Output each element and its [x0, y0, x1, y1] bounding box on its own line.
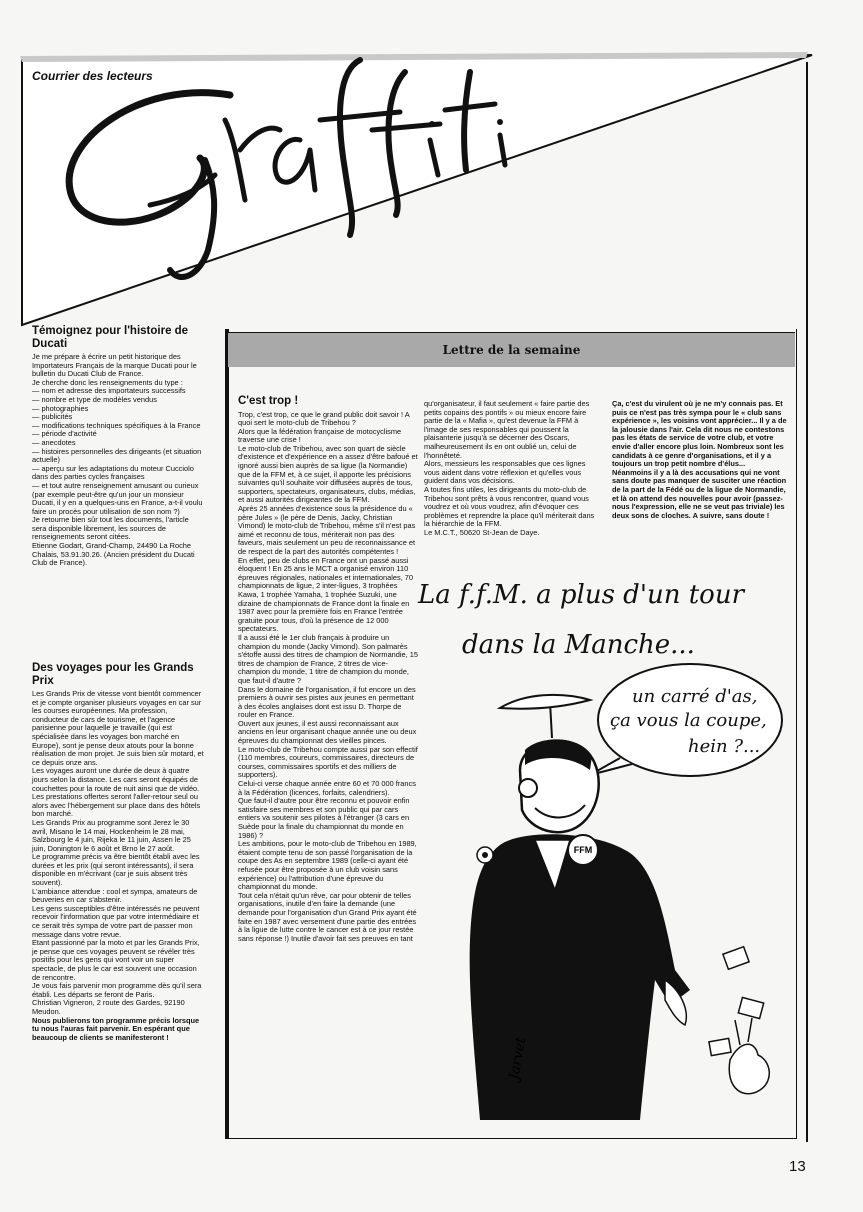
- paragraph: Je retourne bien sûr tout les documents, l'article sera disponible librement, les sources de renseignements seront citées.: [32, 515, 189, 542]
- paragraph: Il a aussi été le 1er club français à produire un champion du monde (Jacky Vimond). Son palmarès s'étoffe aussi des titres de champion de Normandie, 15 titres de champion de France, 2 titres de vice-champion du monde, 1 titre de champion du monde, que faut-il d'autre ?: [238, 632, 418, 685]
- page-rule: [806, 62, 808, 1142]
- list-item: — et tout autre renseignement amusant ou curieux (par exemple peut-être qu'un jour un monsieur Ducati, il y en a quelques-uns en France, a-t-il voulu faire un procès pour utilisation de son nom ?): [32, 480, 203, 516]
- paragraph: Le programme précis va être bientôt établi avec les durées et les prix (qui seront intéressants), il sera disponible en m'écrivant (car je suis absent très souvent).: [32, 852, 200, 888]
- paragraph: Trop, c'est trop, ce que le grand public doit savoir ! A quoi sert le moto-club de Tribehou ?: [238, 409, 410, 428]
- paragraph: Les Grands Prix au programme sont Jerez le 30 avril, Misano le 14 mai, Hockenheim le 28 mai, Salzbourg le 4 juin, Rijeka le 11 juin, Assen le 25 juin, Donington le 6 août et Brno le 27 août.: [32, 817, 191, 853]
- signature-line: Christian Vigneron, 2 route des Gardes, 92190 Meudon.: [32, 998, 185, 1016]
- bubble-line2: ça vous la coupe,: [610, 710, 767, 731]
- graffiti-pennant: [0, 0, 863, 330]
- paragraph: L'ambiance attendue : cool et sympa, amateurs de beuveries en car s'abstenir.: [32, 886, 198, 905]
- cartoon-caption-line1: La f.f.M. a plus d'un tour: [418, 580, 745, 610]
- paragraph: Alors que la fédération française de motocyclisme traverse une crise !: [238, 426, 402, 445]
- list-item: — aperçu sur les adaptations du moteur Cucciolo dans des parties cycles françaises: [32, 463, 194, 482]
- letter-editor-reply: [612, 400, 788, 520]
- paragraph: Les Grands Prix de vitesse vont bientôt commencer et je compte organiser plusieurs voyages en car sur les courses européennes. Ma profession, conducteur de cars de tourisme, et l'agence parisienne pour laquelle je travaille (qui est spécialisée dans les voyages bon marché en Europe), sont je pense deux atouts pour la bonne réalisation de mon projet. Je suis bien sûr motard, et ce depuis onze ans.: [32, 689, 204, 767]
- list-item: — photographies: [32, 403, 89, 413]
- cartoon-badge: FFM: [573, 845, 593, 855]
- article-voyages: [32, 662, 204, 1042]
- signature-line: Etienne Godart, Grand-Champ, 24490 La Roche Chalais, 53.91.30.26. (Ancien président du Ducati Club de France).: [32, 541, 195, 568]
- section-label: Courrier des lecteurs: [32, 69, 153, 83]
- paragraph: Alors, messieurs les responsables que ces lignes vous aident dans votre réflexion et qu'elles vous guident dans vos décisions.: [424, 459, 586, 486]
- paragraph: Tout cela n'était qu'un rêve, car pour obtenir de telles organisations, inutile d'en faire la demande (une demande pour l'organisation d'un Grand Prix ayant été faite en 1987 avec versement d'une partie des entrées à la ligue de lutte contre le cancer est à ce jour restée sans réponse !) Inutile d'avoir fait ses preuves en tant: [238, 890, 417, 943]
- letter-box-title: Lettre de la semaine: [442, 343, 581, 357]
- bubble-line1: un carré d'as,: [632, 686, 758, 707]
- paragraph: qu'organisateur, il faut seulement « faire partie des petits copains des pontifs » ou mieux encore faire partie de la « Mafia », qu'est devenue la FFM à l'image de ses responsables qui poussent la plaisanterie jusqu'à se décerner des Oscars, malheureusement ils en ont oublié un, celui de l'honnêteté.: [424, 399, 590, 460]
- paragraph: Je cherche donc les renseignements du type :: [32, 377, 183, 387]
- list-item: — nom et adresse des importateurs successifs: [32, 386, 186, 396]
- paragraph: Que faut-il d'autre pour être reconnu et pouvoir enfin satisfaire ses membres et son public qui par cars entiers va soutenir ses pilotes à l'étranger (3 cars en Suède pour la finale du championnat du monde en 1986) ?: [238, 796, 410, 840]
- bubble-line3: hein ?...: [688, 736, 761, 757]
- list-item: — anecdotes: [32, 437, 76, 447]
- letter-col-1: [238, 395, 418, 943]
- paragraph: Le moto-club de Tribehou, avec son quart de siècle d'existence et d'expérience en a assez d'être bafoué et ignoré aussi bien auprès de sa ligue (la Normandie) que de la FFM et, à ce sujet, il apporte les précisions suivantes qu'il souhaite voir diffusées auprès de tous, supporters, spectateurs, organisateurs, clubs, médias, et aussi autorités dirigeantes de la FFM.: [238, 443, 418, 505]
- paragraph: Néanmoins il y a là des accusations qui ne vont sans doute pas manquer de susciter une réaction de la part de la Fédé ou de la ligue de Normandie, et là on attend des nouvelles pour avoir (passez-nous l'expression, elle ne se veut pas triviale) les deux sons de cloches. A suivre, sans doute !: [612, 467, 787, 520]
- paragraph: Dans le domaine de l'organisation, il fut encore un des premiers à ouvrir ses pistes aux jeunes en permettant à des écoles anglaises dont est issu D. Thorpe de rouler en France.: [238, 684, 416, 720]
- paragraph: Ça, c'est du virulent où je ne m'y connais pas. Et puis ce n'est pas très sympa pour le « club sans expérience », les voisins vont apprécier... Il y a de la jalousie dans l'air. Cela dit nous ne contestons pas les états de service de votre club, et votre envie d'aller encore plus loin. Nombreux sont les candidats à ce genre d'organisations, et il y a toujours un trop petit nombre d'élus...: [612, 399, 787, 469]
- cartoon-signature: Jarvet: [506, 1036, 530, 1081]
- paragraph: Les ambitions, pour le moto-club de Tribehou en 1989, étaient compte tenu de son passé l'organisation de la coupe des As en septembre 1989 (celle-ci ayant été refusée pour être proposée à un club voisin sans expérience) ou l'attribution d'une épreuve du championnat du monde.: [238, 839, 417, 892]
- list-item: — période d'activité: [32, 429, 97, 439]
- paragraph: En effet, peu de clubs en France ont un passé aussi éloquent ! En 25 ans le MCT a organisé environ 110 épreuves régionales, nationales et internationales, 70 championnats de ligue, 2 inter-ligues, 3 trophées Kawa, 1 trophée Yamaha, 1 trophée Suzuki, une dizaine de championnats de France dont la finale en 1987 avec pour la première fois en France l'entrée gratuite pour tous, d'où la présence de 12 000 spectateurs.: [238, 555, 414, 634]
- paragraph: Les gens susceptibles d'être intéressés ne peuvent recevoir l'information que par votre intermédiaire et ce serait très sympa de votre part de passer mon message dans votre revue.: [32, 903, 200, 939]
- editor-reply: Nous publierons ton programme précis lorsque tu nous l'auras fait parvenir. En espérant que beaucoup de clients se manifesteront !: [32, 1015, 200, 1042]
- paragraph: Après 25 années d'existence sous la présidence du « père Jules » (le père de Denis, Jacky, Christian Vimond) le moto-club de Tribehou, même s'il n'est pas aimé et reconnu de tous, mériterait non pas des faveurs, mais seulement un peu de reconnaissance et de respect de la part des autorités compétentes !: [238, 504, 416, 556]
- article-voyages-title: Des voyages pour les Grands Prix: [32, 662, 194, 687]
- article-ducati-title: Témoignez pour l'histoire de Ducati: [32, 325, 189, 350]
- signature-line: Le M.C.T., 50620 St-Jean de Daye.: [424, 527, 540, 537]
- list-item: — publicités: [32, 412, 73, 422]
- paragraph: Le moto-club de Tribehou compte aussi par son effectif (110 membres, coureurs, commissaires, directeurs de courses, commissaires sportifs et des milliers de supporters).: [238, 744, 418, 780]
- paragraph: Je me prépare à écrire un petit historique des Importateurs Français de la marque Ducati pour le bulletin du Ducati Club de France.: [32, 352, 197, 379]
- letter-box-header: [228, 332, 795, 367]
- paragraph: A toutes fins utiles, les dirigeants du moto-club de Tribehou sont prêts à vous rencontrer, quand vous voudrez et où vous voudrez, afin d'évoquer ces problèmes et reprendre la place qu'il mériterait dans la hiérarchie de la FFM.: [424, 484, 595, 529]
- letter-title: C'est trop !: [238, 395, 299, 407]
- paragraph: Etant passionné par la moto et par les Grands Prix, je pense que ces voyages peuvent se révéler très positifs pour les gens qui vont voir un super spectacle, de plus le car est souvent une occasion de rencontre.: [32, 938, 200, 982]
- list-item: — modifications techniques spécifiques à la France: [32, 420, 201, 430]
- paragraph: Je vous fais parvenir mon programme dès qu'il sera établi. Les départs se feront de Paris.: [32, 981, 202, 999]
- page-number: 13: [789, 1158, 806, 1175]
- paragraph: Ouvert aux jeunes, il est aussi reconnaissant aux anciens en leur organisant chaque année une ou deux épreuves du championnat des vieilles pinces.: [238, 718, 417, 746]
- list-item: — histoires personnelles des dirigeants (et situation actuelle): [32, 446, 202, 465]
- paragraph: Celui-ci verse chaque année entre 60 et 70 000 francs à la Fédération (licences, forfaits, calendriers).: [238, 779, 416, 797]
- list-item: — nombre et type de modèles vendus: [32, 394, 157, 404]
- letter-col-2: [424, 400, 600, 538]
- article-ducati: [32, 325, 204, 568]
- paragraph: Les voyages auront une durée de deux à quatre jours selon la distance. Les cars seront équipés de couchettes pour la route de nuit ainsi que de vidéo. Les prestations offertes seront l'aller-retour seul ou alors avec l'hébergement sur place dans des hôtels bon marché.: [32, 766, 201, 819]
- cartoon-caption-line2: dans la Manche...: [462, 630, 695, 660]
